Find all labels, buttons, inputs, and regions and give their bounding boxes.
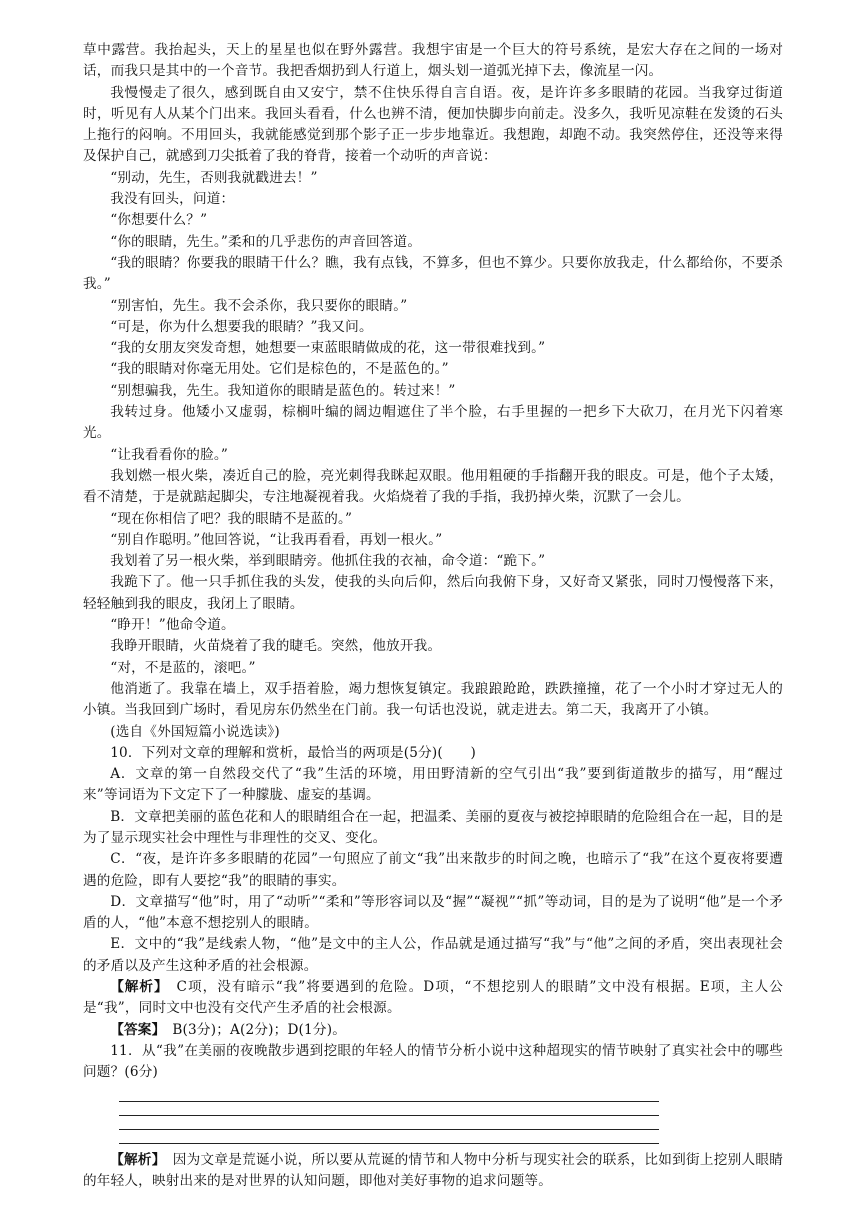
document-page [83,40,783,1192]
story-dialogue: “可是，你为什么想要我的眼睛？”我又问。 [110,318,373,335]
story-dialogue: “我的眼睛对你毫无用处。它们是棕色的，不是蓝色的。” [110,361,449,378]
answer-blank-area[interactable] [119,1088,659,1144]
story-dialogue: “对，不是蓝的，滚吧。” [110,659,256,676]
question-10-answer [83,1020,783,1041]
analysis-tag: 【解析】 [110,979,162,996]
story-dialogue: “睁开！”他命令道。 [110,617,235,634]
story-dialogue: “我的眼睛？你要我的眼睛干什么？瞧，我有点钱，不算多，但也不算少。只要你放我走，什么都给你，不要杀我。” [83,254,783,293]
story-paragraph: 我慢慢走了很久，感到既自由又安宁，禁不住快乐得自言自语。夜，是许许多多眼睛的花园。当我穿过街道时，听见有人从某个门出来。我回头看看，什么也辨不清，便加快脚步向前走。没多久，我听见凉鞋在发烫的石头上拖行的闷响。不用回头，我就能感觉到那个影子正一步步地靠近。我想跑，却跑不动。我突然停住，还没等来得及保护自己，就感到刀尖抵着了我的脊背，接着一个动听的声音说： [83,84,783,165]
story-paragraph: 我睁开眼睛，火苗烧着了我的睫毛。突然，他放开我。 [110,638,442,655]
story-dialogue: “让我看看你的脸。” [110,446,229,463]
story-paragraph: 我转过身。他矮小又虚弱，棕榈叶编的阔边帽遮住了半个脸，右手里握的一把乡下大砍刀，在月光下闪着寒光。 [83,404,783,442]
question-10-option-d: D．文章描写“他”时，用了“动听”“柔和”等形容词以及“握”“凝视”“抓”等动词，目的是为了说明“他”是一个矛盾的人，“他”本意不想挖别人的眼睛。 [83,893,783,932]
analysis-text: C项，没有暗示“我”将要遇到的危险。D项，“不想挖别人的眼睛”文中没有根据。E项，主人公是“我”，同时文中也没有交代产生矛盾的社会根源。 [83,979,783,1017]
analysis-tag: 【解析】 [110,1151,159,1168]
story-dialogue: “别自作聪明。”他回答说，“让我再看看，再划一根火。” [110,531,443,548]
story-dialogue: “别想骗我，先生。我知道你的眼睛是蓝色的。转过来！” [110,382,456,399]
question-10-option-a: A．文章的第一自然段交代了“我”生活的环境，用田野清新的空气引出“我”要到街道散步的描写，用“醒过来”等词语为下文定下了一种朦胧、虚妄的基调。 [83,766,783,804]
story-paragraph: 草中露营。我抬起头，天上的星星也似在野外露营。我想宇宙是一个巨大的符号系统，是宏大存在之间的一场对话，而我只是其中的一个音节。我把香烟扔到人行道上，烟头划一道弧光掉下去，像流星一闪。 [83,42,783,80]
story-dialogue: “我的女朋友突发奇想，她想要一束蓝眼睛做成的花，这一带很难找到。” [110,340,546,357]
story-dialogue: “别动，先生，否则我就戳进去！” [110,169,318,186]
answer-line[interactable] [119,1130,659,1144]
answer-text: B(3分)；A(2分)；D(1分)。 [158,1021,346,1038]
question-10-option-b: B．文章把美丽的蓝色花和人的眼睛组合在一起，把温柔、美丽的夏夜与被挖掉眼睛的危险组合在一起，目的是为了显示现实社会中理性与非理性的交叉、变化。 [83,808,783,846]
question-10-stem: 10．下列对文章的理解和赏析，最恰当的两项是(5分)( ) [110,744,477,761]
answer-line[interactable] [119,1102,659,1116]
question-10-option-e: E．文中的“我”是线索人物，“他”是文中的主人公，作品就是通过描写“我”与“他”之间的矛盾，突出表现社会的矛盾以及产生这种矛盾的社会根源。 [83,936,783,974]
story-paragraph: 我划燃一根火柴，凑近自己的脸，亮光刺得我眯起双眼。他用粗硬的手指翻开我的眼皮。可是，他个子太矮，看不清楚，于是就踮起脚尖，专注地凝视着我。火焰烧着了我的手指，我扔掉火柴，沉默了一会儿。 [83,467,783,506]
analysis-text: 因为文章是荒诞小说，所以要从荒诞的情节和人物中分析与现实社会的联系，比如到街上挖别人眼睛的年轻人，映射出来的是对世界的认知问题，即他对美好事物的追求问题等。 [83,1151,783,1189]
story-dialogue: “现在你相信了吧？我的眼睛不是蓝的。” [110,510,353,527]
story-paragraph: 我没有回头，问道： [110,191,235,208]
story-dialogue: “你的眼睛，先生。”柔和的几乎悲伤的声音回答道。 [110,233,422,250]
question-11-analysis [83,1150,783,1193]
answer-tag: 【答案】 [110,1021,159,1038]
story-source: (选自《外国短篇小说选读》) [110,723,280,740]
question-11-stem: 11．从“我”在美丽的夜晚散步遇到挖眼的年轻人的情节分析小说中这种超现实的情节映射了真实社会中的哪些问题？(6分) [83,1042,783,1081]
story-dialogue: “你想要什么？” [110,212,208,229]
story-dialogue: “别害怕，先生。我不会杀你，我只要你的眼睛。” [110,297,408,314]
question-10-option-c: C．“夜，是许许多多眼睛的花园”一句照应了前文“我”出来散步的时间之晚，也暗示了“我”在这个夏夜将要遭遇的危险，即有人要挖“我”的眼睛的事实。 [83,851,783,889]
question-10-analysis [83,977,783,1020]
answer-line[interactable] [119,1116,659,1130]
story-paragraph: 他消逝了。我靠在墙上，双手捂着脸，竭力想恢复镇定。我踉踉跄跄，跌跌撞撞，花了一个小时才穿过无人的小镇。当我回到广场时，看见房东仍然坐在门前。我一句话也没说，就走进去。第二天，我离开了小镇。 [83,680,783,719]
story-paragraph: 我跪下了。他一只手抓住我的头发，使我的头向后仰，然后向我俯下身，又好奇又紧张，同时刀慢慢落下来，轻轻触到我的眼皮，我闭上了眼睛。 [83,574,783,612]
story-paragraph: 我划着了另一根火柴，举到眼睛旁。他抓住我的衣袖，命令道：“跪下。” [110,553,546,570]
answer-line[interactable] [119,1088,659,1102]
